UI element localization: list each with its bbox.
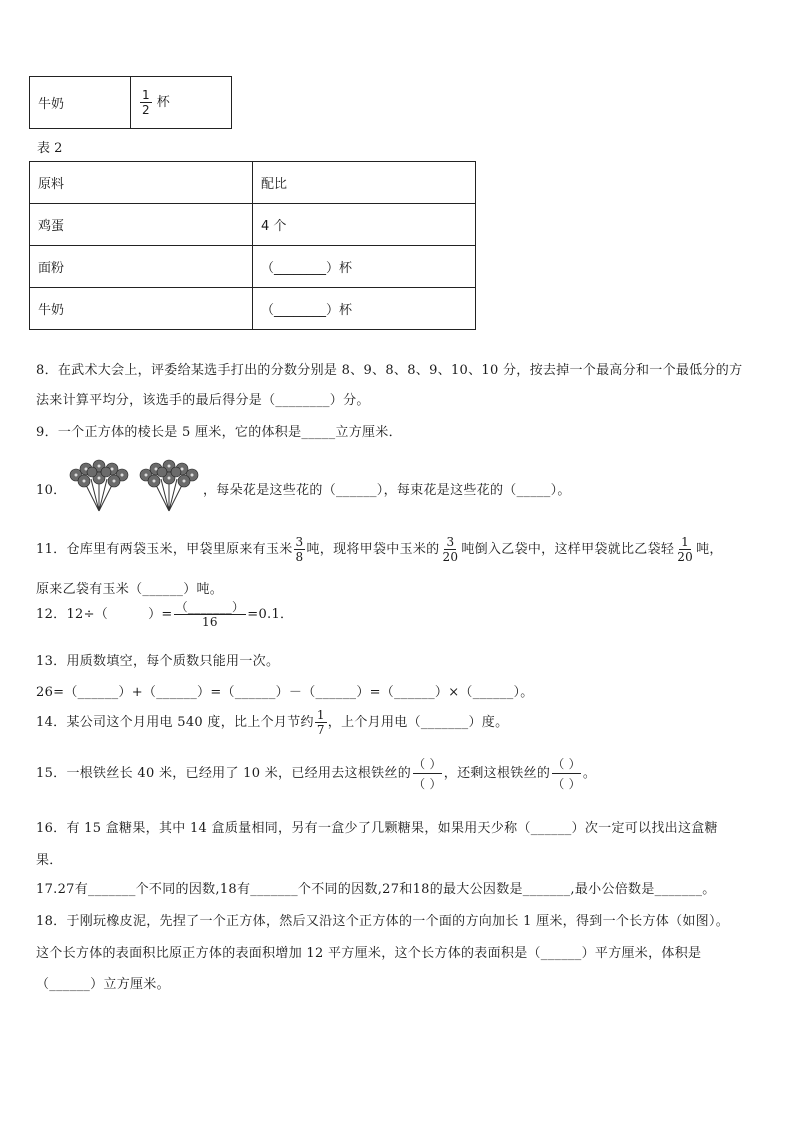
question-11-line-2: 原来乙袋有玉米（______）吨。 — [36, 582, 224, 597]
question-13-line-1: 13．用质数填空，每个质数只能用一次。 — [36, 654, 280, 669]
fraction: $\frac{(\_\_\_\_\_\_\_)}{16}$ — [175, 600, 245, 629]
question-9: 9．一个正方体的棱长是 5 厘米，它的体积是_____立方厘米． — [36, 425, 402, 440]
fraction: $\frac{3}{20}$ — [442, 535, 459, 564]
question-13-line-2: 26=（______）+（______）=（______）－（______）=（______）×（______）。 — [36, 685, 534, 700]
table-2-cell: （________）杯 — [253, 288, 476, 330]
table-1-label: 牛奶 — [30, 77, 131, 129]
table-2-header-name: 原料 — [30, 162, 253, 204]
question-15: 15．一根铁丝长 40 米，已经用了 10 米，已经用去这根铁丝的 $\frac{( )}{( )}$ ，还剩这根铁丝的 $\frac{( )}{( )}$ 。 — [36, 757, 597, 791]
question-12: 12．12÷（ ）= $\frac{(\_\_\_\_\_\_\_)}{16}$ =0.1． — [36, 600, 294, 629]
table-2-header-value: 配比 — [253, 162, 476, 204]
fraction: $\frac{1}{7}$ — [316, 708, 325, 737]
fraction: $\frac{1}{20}$ — [677, 535, 694, 564]
blank-fraction: $\frac{( )}{( )}$ — [552, 757, 581, 791]
question-16-line-1: 16．有 15 盒糖果，其中 14 盒质量相同，另有一盒少了几颗糖果，如果用天少称（______）次一定可以找出这盒糖 — [36, 821, 718, 836]
question-17: 17.27有_______个不同的因数,18有_______个不同的因数,27和18的最大公因数是_______,最小公倍数是_______。 — [36, 882, 716, 897]
table-2-cell: 鸡蛋 — [30, 204, 253, 246]
table-2-cell: 4 个 — [253, 204, 476, 246]
table-1-value: $\frac{1}{2}$ 杯 — [131, 77, 232, 129]
fraction: $\frac{1}{2}$ — [142, 88, 150, 117]
table-2-cell: （________）杯 — [253, 246, 476, 288]
question-14: 14．某公司这个月用电 540 度，比上个月节约 $\frac{1}{7}$ ，上个月用电（_______）度。 — [36, 708, 509, 737]
bouquet-1 — [70, 460, 128, 511]
table-1 — [29, 76, 232, 129]
table-2-cell: 牛奶 — [30, 288, 253, 330]
question-18-line-3: （______）立方厘米。 — [36, 977, 170, 992]
question-8-line-2: 法来计算平均分，该选手的最后得分是（________）分。 — [36, 393, 370, 408]
question-18-line-1: 18．于刚玩橡皮泥，先捏了一个正方体，然后又沿这个正方体的一个面的方向加长 1 厘米，得到一个长方体（如图）。 — [36, 914, 730, 929]
table-2 — [29, 161, 476, 330]
question-8-line-1: 8．在武术大会上，评委给某选手打出的分数分别是 8、9、8、8、9、10、10 分，按去掉一个最高分和一个最低分的方 — [36, 363, 743, 378]
table-2-caption: 表 2 — [37, 141, 63, 156]
question-11-line-1: 11．仓库里有两袋玉米，甲袋里原来有玉米 $\frac{3}{8}$ 吨，现将甲袋中玉米的 $\frac{3}{20}$ 吨倒入乙袋中，这样甲袋就比乙袋轻 $\frac{1}{20}$ 吨， — [36, 535, 723, 564]
question-16-line-2: 果． — [36, 853, 63, 868]
blank-fraction: $\frac{( )}{( )}$ — [413, 757, 442, 791]
fraction: $\frac{3}{8}$ — [295, 535, 304, 564]
bouquet-2 — [140, 460, 198, 511]
table-2-cell: 面粉 — [30, 246, 253, 288]
flower-bouquet-image — [66, 457, 202, 513]
question-18-line-2: 这个长方体的表面积比原正方体的表面积增加 12 平方厘米，这个长方体的表面积是（______）平方厘米，体积是 — [36, 946, 702, 961]
